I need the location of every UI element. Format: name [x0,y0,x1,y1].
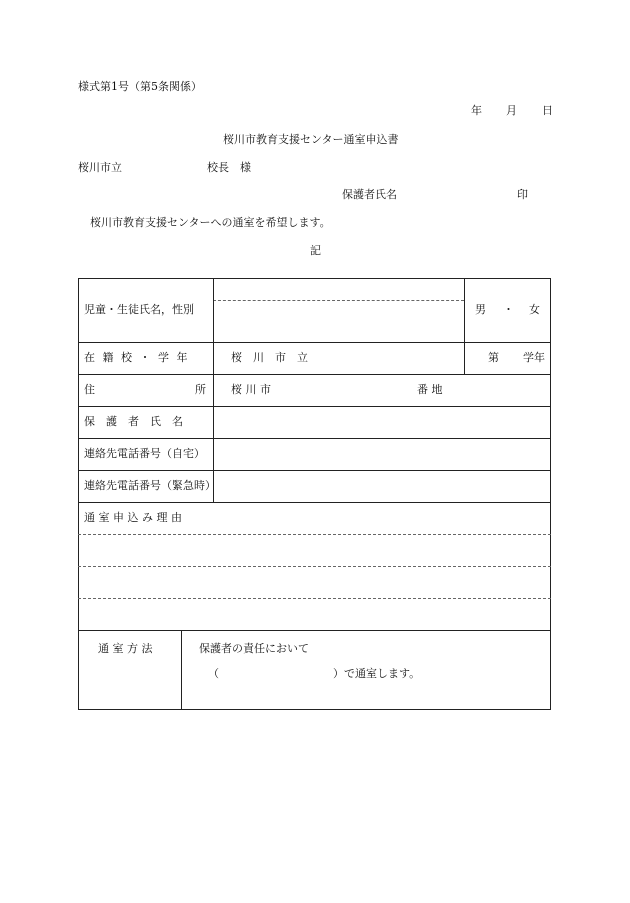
date-year-label: 年 [471,104,482,117]
grade-dai: 第 [488,351,499,364]
guardian-name-field[interactable] [216,409,548,436]
name-furigana-divider [213,300,464,301]
address-city: 桜 川 市 [231,383,271,396]
method-means-field[interactable] [223,663,329,683]
method-line1: 保護者の責任において [199,642,309,655]
row-divider [78,342,551,343]
reason-field[interactable] [81,537,548,627]
row-divider [78,374,551,375]
document-title: 桜川市教育支援センター通室申込書 [223,133,399,146]
form-number: 様式第1号（第5条関係） [78,80,202,93]
school-city-value: 桜 川 市 立 [231,351,308,364]
label-column-divider [213,278,214,502]
address-label-1: 住 [84,383,95,396]
method-label: 通 室 方 法 [98,642,153,655]
method-column-divider [181,630,182,710]
method-paren-open: （ [208,667,219,680]
ki-label: 記 [310,244,321,257]
phone-emergency-label: 連絡先電話番号（緊急時） [84,479,216,492]
gender-female: 女 [529,303,540,316]
student-name-field[interactable] [216,303,461,340]
row-divider [78,470,551,471]
phone-home-label: 連絡先電話番号（自宅） [84,447,205,460]
row-divider [78,438,551,439]
date-day-label: 日 [542,104,553,117]
gender-grade-column-divider [464,278,465,374]
address-label-2: 所 [195,383,206,396]
reason-label: 通 室 申 込 み 理 由 [84,511,182,524]
addressee-city: 桜川市立 [78,161,122,174]
row-divider [78,630,551,631]
method-line2-suffix: ）で通室します。 [333,667,421,680]
row-divider [78,502,551,503]
reason-line [78,534,551,535]
row-divider [78,406,551,407]
addressee-principal: 校長 様 [207,161,251,174]
guardian-name-label: 保護者氏名 [342,188,397,201]
phone-home-field[interactable] [216,441,548,468]
school-grade-label: 在 籍 校 ・ 学 年 [84,351,190,364]
grade-suffix: 学年 [523,351,545,364]
phone-emergency-field[interactable] [216,473,548,500]
date-month-label: 月 [506,104,517,117]
gender-male: 男 [475,303,486,316]
request-statement: 桜川市教育支援センターへの通室を希望します。 [90,216,331,229]
address-banchi: 番 地 [417,383,443,396]
student-name-label: 児童・生徒氏名，性別 [84,303,194,316]
student-name-furigana-field[interactable] [216,281,461,298]
guardian-label: 保 護 者 氏 名 [84,415,183,428]
seal-mark: 印 [517,188,528,201]
gender-separator: ・ [503,303,514,316]
